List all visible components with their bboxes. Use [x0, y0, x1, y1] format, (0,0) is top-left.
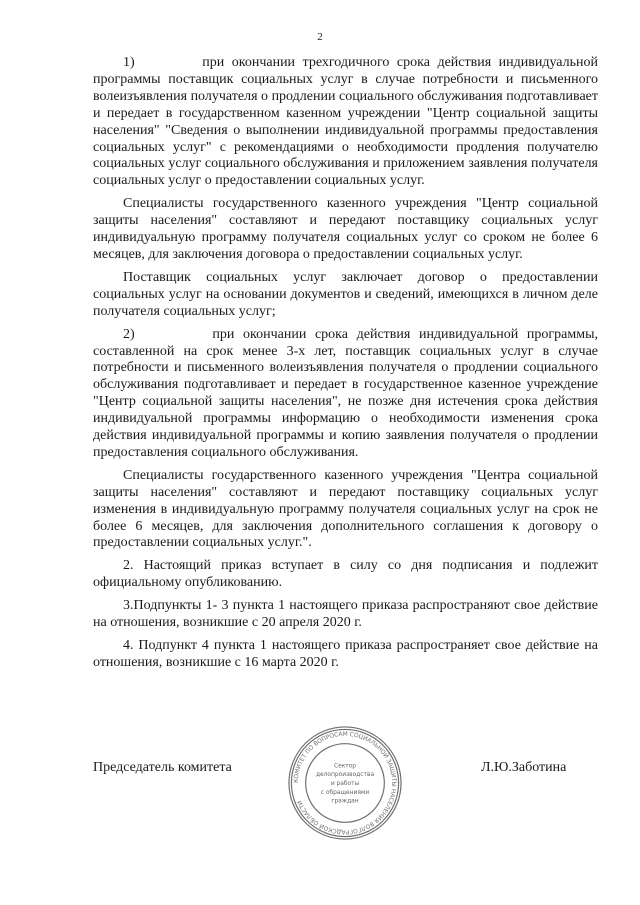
paragraph-6: 2. Настоящий приказ вступает в силу со дня подписания и подлежит официальному опубликованию.	[93, 558, 598, 591]
svg-text:с обращениями: с обращениями	[320, 789, 370, 796]
signatory-name: Л.Ю.Заботина	[481, 760, 567, 775]
paragraph-4: 2) при окончании срока действия индивидуальной программы, составленной на срок менее 3-х лет, поставщик социальных услуг в случае потребности и письменного волеизъявления получателя о продлении социального обслуживания подготавливает и передает в государственное казенное учреждение "Центр социальной защиты населения", не позже дня истечения срока действия индивидуальной программы информацию о необходимости изменения срока действия индивидуальной программы и копию заявления получателя о продлении предоставления социального обслуживания.	[93, 326, 598, 460]
svg-text:граждан: граждан	[331, 798, 359, 805]
paragraph-1: 1) при окончании трехгодичного срока действия индивидуальной программы поставщик социальных услуг в случае потребности и письменного волеизъявления получателя о продлении социального обслуживания подготавливает и передает в государственном казенном учреждении "Центр социальной защиты населения" "Сведения о выполнении индивидуальной программы предоставления социальных услуг" с рекомендациями о необходимости продления получателю социальных услуг социального обслуживания и приложением заявления получателя социальных услуг о предоставлении социальных услуг.	[93, 55, 598, 189]
paragraph-2: Специалисты государственного казенного учреждения "Центр социальной защиты населения" составляют и передают поставщику социальных услуг индивидуальную программу получателя социальных услуг со сроком не более 6 месяцев, для заключения договора о предоставлении социальных услуг.	[93, 196, 598, 262]
paragraph-7: 3.Подпункты 1- 3 пункта 1 настоящего приказа распространяют свое действие на отношения, возникшие с 20 апреля 2020 г.	[93, 598, 598, 631]
paragraph-5: Специалисты государственного казенного учреждения "Центра социальной защиты населения" составляют и передают поставщику социальных услуг изменения в индивидуальную программу получателя социальных услуг на срок не более 6 месяцев, для заключения дополнительного соглашения к договору о предоставлении социальных услуг.".	[93, 467, 598, 551]
svg-text:КОМИТЕТ ПО ВОПРОСАМ СОЦИАЛЬНОЙ: КОМИТЕТ ПО ВОПРОСАМ СОЦИАЛЬНОЙ ЗАЩИТЫ НАСЕЛЕНИЯ ВОЛГОГРАДСКОЙ ОБЛАСТИ	[293, 731, 397, 835]
official-stamp	[286, 724, 404, 842]
paragraph-8: 4. Подпункт 4 пункта 1 настоящего приказа распространяет свое действие на отношения, возникшие с 16 марта 2020 г.	[93, 638, 598, 670]
document-body	[93, 55, 598, 678]
svg-text:делопроизводства: делопроизводства	[315, 772, 375, 779]
svg-text:и работы: и работы	[330, 780, 360, 787]
signatory-title: Председатель комитета	[93, 760, 232, 775]
svg-text:Сектор: Сектор	[333, 763, 357, 770]
page-number: 2	[317, 31, 323, 43]
paragraph-3: Поставщик социальных услуг заключает договор о предоставлении социальных услуг на основании документов и сведений, имеющихся в личном деле получателя социальных услуг;	[93, 269, 598, 319]
